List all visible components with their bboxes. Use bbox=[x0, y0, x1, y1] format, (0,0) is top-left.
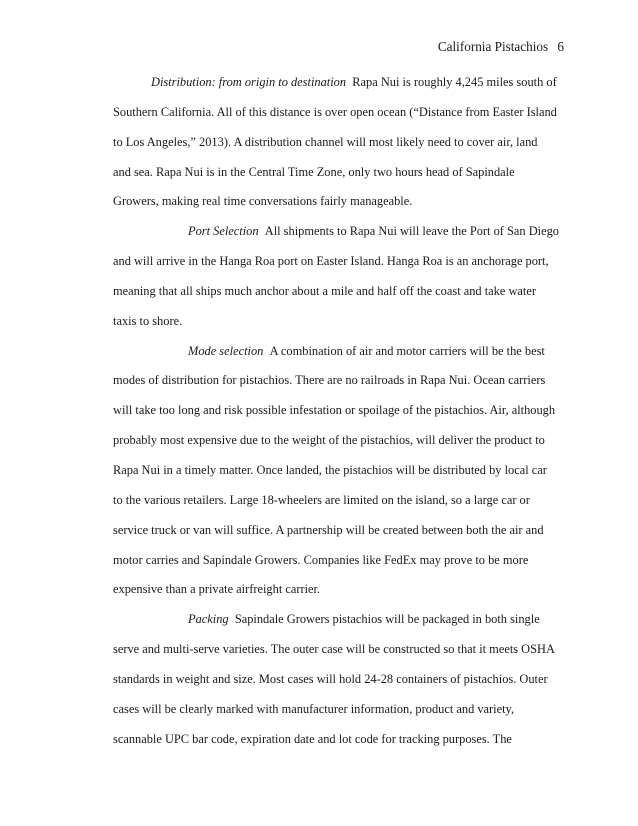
paragraph-first-line bbox=[113, 605, 565, 635]
section-heading-port-selection: Port Selection bbox=[188, 224, 259, 239]
text-line: All shipments to Rapa Nui will leave the Port of San Diego bbox=[264, 224, 559, 239]
body-text bbox=[113, 68, 565, 754]
text-line: expensive than a private airfreight carrier. bbox=[113, 582, 321, 597]
text-line: standards in weight and size. Most cases will hold 24-28 containers of pistachios. Outer bbox=[113, 671, 548, 686]
text-line: will take too long and risk possible infestation or spoilage of the pistachios. Air, although bbox=[113, 403, 556, 418]
section-heading-distribution: Distribution: from origin to destination bbox=[151, 75, 347, 89]
text-line: and sea. Rapa Nui is in the Central Time Zone, only two hours head of Sapindale bbox=[113, 164, 515, 179]
text-line: and will arrive in the Hanga Roa port on Easter Island. Hanga Roa is an anchorage port, bbox=[113, 254, 549, 269]
text-line: service truck or van will suffice. A partnership will be created between both the air and bbox=[113, 522, 544, 537]
paragraph-mode-selection bbox=[113, 337, 565, 606]
paragraph-packing bbox=[113, 605, 565, 754]
text-line: Rapa Nui in a timely matter. Once landed, the pistachios will be distributed by local car bbox=[113, 462, 547, 477]
page-number: 6 bbox=[557, 39, 564, 54]
text-line: meaning that all ships much anchor about a mile and half off the coast and take water bbox=[113, 283, 536, 298]
text-line: serve and multi-serve varieties. The outer case will be constructed so that it meets OSHA bbox=[113, 642, 555, 657]
text-line: probably most expensive due to the weight of the pistachios, will deliver the product to bbox=[113, 433, 545, 448]
paragraph-first-line bbox=[113, 337, 565, 367]
text-line: Sapindale Growers pistachios will be packaged in both single bbox=[234, 612, 540, 627]
running-head-title: California Pistachios bbox=[437, 39, 549, 54]
text-line: to Los Angeles,” 2013). A distribution channel will most likely need to cover air, land bbox=[113, 134, 538, 149]
section-heading-packing: Packing bbox=[188, 612, 229, 627]
text-line: Southern California. All of this distance is over open ocean (“Distance from Easter Island bbox=[113, 104, 557, 119]
text-line: Rapa Nui is roughly 4,245 miles south of bbox=[352, 75, 557, 89]
text-line: scannable UPC bar code, expiration date and lot code for tracking purposes. The bbox=[113, 731, 512, 746]
paragraph-distribution bbox=[113, 68, 565, 217]
section-heading-mode-selection: Mode selection bbox=[188, 343, 264, 358]
text-line: taxis to shore. bbox=[113, 313, 183, 328]
text-line: modes of distribution for pistachios. There are no railroads in Rapa Nui. Ocean carriers bbox=[113, 373, 546, 388]
paragraph-first-line bbox=[113, 68, 565, 98]
running-head bbox=[438, 39, 564, 55]
text-line: A combination of air and motor carriers will be the best bbox=[269, 343, 545, 358]
paragraph-first-line bbox=[113, 217, 565, 247]
paragraph-port-selection bbox=[113, 217, 565, 336]
text-line: to the various retailers. Large 18-wheelers are limited on the island, so a large car or bbox=[113, 492, 530, 507]
text-line: motor carries and Sapindale Growers. Companies like FedEx may prove to be more bbox=[113, 552, 529, 567]
text-line: Growers, making real time conversations fairly manageable. bbox=[113, 194, 413, 209]
text-line: cases will be clearly marked with manufacturer information, product and variety, bbox=[113, 701, 515, 716]
